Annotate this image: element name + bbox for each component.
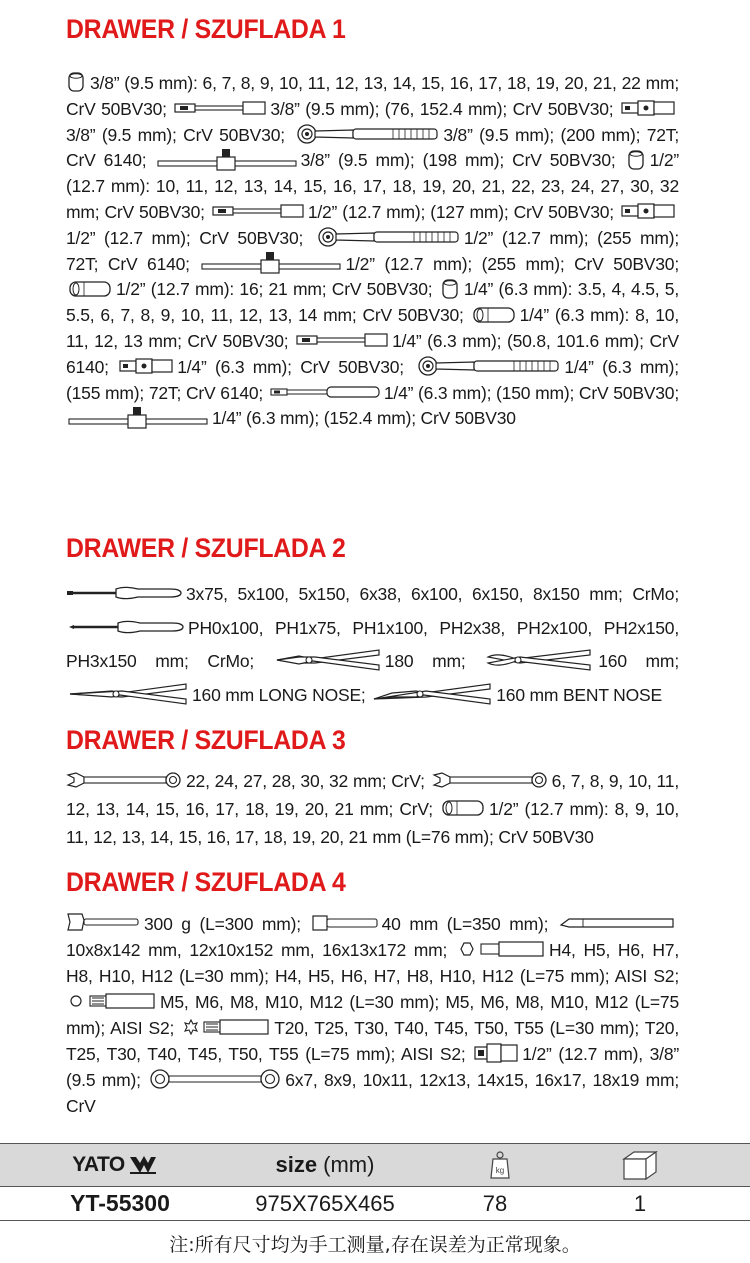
tool-spec-text: 1/2” (12.7 mm): 10, 11, 12, 13, 14, 15, 16, 17, 18, 19, 20, 21, 22, 23, 24, 27, 30, 32 mm; CrV 50BV30; — [66, 150, 679, 222]
tool-spec-text: 1/2” (12.7 mm), 3/8” (9.5 mm); — [66, 1044, 679, 1090]
tool-spec-text: 1/4” (6.3 mm); (50.8, 101.6 mm); CrV 6140; — [66, 330, 679, 377]
tool-spec-text: 1/4” (6.3 mm); (152.4 mm); CrV 50BV30 — [212, 408, 516, 429]
spinner-handle-icon — [270, 385, 380, 399]
tool-spec-text: 1/4” (6.3 mm): 3.5, 4, 4.5, 5, 5.5, 6, 7, 8, 9, 10, 11, 12, 13, 14 mm; CrV 50BV30; — [66, 279, 679, 326]
tool-item — [117, 357, 404, 377]
socket-icon — [440, 278, 460, 300]
weight-kg-icon — [489, 1150, 511, 1180]
tool-spec-text: 3/8” (9.5 mm); CrV 50BV30; — [66, 124, 285, 145]
combination-wrench-icon — [66, 771, 182, 789]
universal-joint-icon — [621, 202, 675, 220]
pin-punch-icon — [312, 913, 378, 933]
deep-socket-icon — [472, 305, 516, 325]
tool-item — [66, 914, 301, 934]
tool-spec-text: 160 mm BENT NOSE — [496, 684, 662, 705]
tool-item — [66, 771, 425, 791]
tool-spec-text: 1/2” (12.7 mm): 16; 21 mm; CrV 50BV30; — [116, 279, 433, 300]
drawer-3-contents — [66, 767, 679, 851]
drawer-1-contents — [66, 71, 679, 432]
drawer-2-contents — [66, 578, 679, 712]
socket-icon — [626, 149, 646, 171]
universal-joint-icon — [621, 99, 675, 117]
ratchet-icon — [414, 356, 560, 376]
drawer-3-heading: DRAWER / SZUFLADA 3 — [66, 725, 346, 755]
long-nose-pliers-icon — [68, 681, 188, 707]
tool-spec-text: 300 g (L=300 mm); — [144, 914, 301, 934]
t-bar-icon — [68, 406, 208, 430]
weight-value: 78 — [482, 1190, 508, 1216]
tool-item — [210, 202, 614, 222]
tool-spec-text: M5, M6, M8, M10, M12 (L=30 mm); M5, M6, M8, M10, M12 (L=75 mm); AISI S2; — [66, 992, 679, 1038]
tool-spec-text: 1/4” (6.3 mm); (150 mm); CrV 50BV30; — [383, 382, 679, 403]
tool-item — [66, 408, 516, 428]
tool-spec-text: 1/2” (12.7 mm); (255 mm); CrV 50BV30; — [345, 253, 679, 274]
tool-item — [66, 685, 366, 705]
ratchet-icon — [314, 227, 460, 247]
tool-item — [273, 651, 466, 671]
hammer-icon — [66, 912, 140, 934]
tool-spec-text: 3/8” (9.5 mm); (198 mm); CrV 50BV30; — [300, 150, 616, 171]
tool-spec-text: 1/2” (12.7 mm); (127 mm); CrV 50BV30; — [307, 201, 614, 222]
tool-spec-text: 1/2” (12.7 mm): 8, 9, 10, 11, 12, 13, 14, 15, 16, 17, 18, 19, 20, 21 mm (L=76 mm); CrV 50BV30 — [66, 799, 679, 847]
spec-table-values — [0, 1187, 750, 1221]
ring-wrench-icon — [149, 1068, 281, 1090]
tool-spec-text: 160 mm; — [598, 651, 679, 671]
size-label: size — [275, 1152, 318, 1177]
flat-screwdriver-icon — [66, 585, 182, 601]
deep-socket-icon — [441, 798, 485, 818]
tool-spec-text: 6x7, 8x9, 10x11, 12x13, 14x15, 16x17, 18x19 mm; CrV — [66, 1070, 679, 1116]
tool-item — [370, 685, 662, 705]
tool-item — [155, 150, 616, 170]
tool-spec-text: 3/8” (9.5 mm): 6, 7, 8, 9, 10, 11, 12, 13, 14, 15, 16, 17, 18, 19, 20, 21, 22 mm; CrV 50BV30; — [66, 73, 679, 119]
tool-spec-text: 22, 24, 27, 28, 30, 32 mm; CrV; — [186, 771, 425, 791]
tool-item — [66, 584, 679, 604]
combination-pliers-icon — [275, 647, 381, 673]
extension-bar-icon — [212, 203, 304, 219]
tool-spec-text: 3/8” (9.5 mm); (76, 152.4 mm); CrV 50BV30; — [270, 98, 614, 119]
combination-wrench-icon — [432, 771, 548, 789]
quantity-column-header — [600, 1144, 680, 1186]
tool-spec-text: 1/2” (12.7 mm); (255 mm); 72T; CrV 6140; — [66, 227, 679, 274]
drawer-4-contents — [66, 911, 679, 1119]
ratchet-icon — [293, 124, 439, 144]
tool-item — [199, 254, 679, 274]
brand-name: YATO — [72, 1153, 125, 1176]
quantity-value: 1 — [633, 1190, 647, 1216]
product-code: YT-55300 — [70, 1190, 170, 1216]
bit-adapter-icon — [474, 1042, 518, 1064]
deep-socket-icon — [68, 279, 112, 299]
tool-spec-text: 1/4” (6.3 mm): 8, 10, 11, 12, 13 mm; CrV 50BV30; — [66, 305, 679, 351]
tool-item — [310, 914, 549, 934]
extension-bar-icon — [296, 332, 388, 348]
tool-spec-text: PH0x100, PH1x75, PH1x100, PH2x38, PH2x100, PH2x150, PH3x150 mm; CrMo; — [66, 617, 679, 671]
tool-spec-text: H4, H5, H6, H7, H8, H10, H12 (L=30 mm); H4, H5, H6, H7, H8, H10, H12 (L=75 mm); AISI S2; — [66, 940, 679, 986]
chisel-icon — [559, 915, 675, 931]
tool-item — [484, 651, 679, 671]
svg-text:kg: kg — [495, 1166, 505, 1175]
tool-item — [172, 99, 613, 119]
diagonal-cutters-icon — [486, 647, 594, 673]
t-bar-icon — [157, 148, 297, 172]
t-bar-icon — [201, 251, 341, 275]
tool-item — [66, 279, 432, 299]
tool-spec-text: 10x8x142 mm, 12x10x152 mm, 16x13x172 mm; — [66, 940, 448, 960]
brand-logo — [40, 1144, 190, 1186]
tool-spec-text: 3/8” (9.5 mm); (200 mm); 72T; CrV 6140; — [66, 124, 679, 171]
drawer-4-heading: DRAWER / SZUFLADA 4 — [66, 867, 346, 897]
tool-spec-text: T20, T25, T30, T40, T45, T50, T55 (L=30 mm); T20, T25, T30, T40, T45, T50, T55 (L=75 mm); AISI S2; — [66, 1018, 679, 1064]
tool-item — [66, 1070, 679, 1116]
footnote: 注:所有尺寸均为手工测量,存在误差为正常现象。 — [169, 1234, 581, 1256]
drawer-2-heading: DRAWER / SZUFLADA 2 — [66, 533, 346, 563]
carton-box-icon — [620, 1149, 660, 1181]
bent-nose-pliers-icon — [372, 681, 492, 707]
size-column-header — [240, 1144, 410, 1186]
tool-item — [268, 383, 679, 403]
extension-bar-icon — [174, 100, 266, 116]
phillips-screwdriver-icon — [68, 619, 184, 635]
drawer-1-heading: DRAWER / SZUFLADA 1 — [66, 14, 346, 44]
torx-bit-icon — [182, 1017, 270, 1037]
tool-spec-text: 40 mm (L=350 mm); — [381, 914, 549, 934]
size-unit: (mm) — [323, 1152, 375, 1177]
tool-spec-text: 160 mm LONG NOSE; — [192, 684, 366, 705]
socket-icon — [66, 71, 86, 93]
hex-bit-icon — [457, 939, 545, 959]
weight-column-header — [470, 1144, 530, 1186]
universal-joint-icon — [119, 357, 173, 375]
size-value: 975X765X465 — [255, 1190, 395, 1216]
brand-logo-icon — [128, 1155, 158, 1175]
spline-bit-icon — [68, 991, 156, 1011]
tool-spec-text: 6, 7, 8, 9, 10, 11, 12, 13, 14, 15, 16, 17, 18, 19, 20, 21 mm; CrV; — [66, 771, 679, 819]
spec-table-header — [0, 1143, 750, 1187]
tool-spec-text: 1/4” (6.3 mm); (155 mm); 72T; CrV 6140; — [66, 356, 679, 403]
tool-spec-text: 180 mm; — [384, 651, 466, 671]
tool-spec-text: 1/4” (6.3 mm); CrV 50BV30; — [177, 356, 404, 377]
tool-spec-text: 3x75, 5x100, 5x150, 6x38, 6x100, 6x150, 8x150 mm; CrMo; — [186, 584, 679, 604]
tool-spec-text: 1/2” (12.7 mm); CrV 50BV30; — [66, 227, 304, 248]
